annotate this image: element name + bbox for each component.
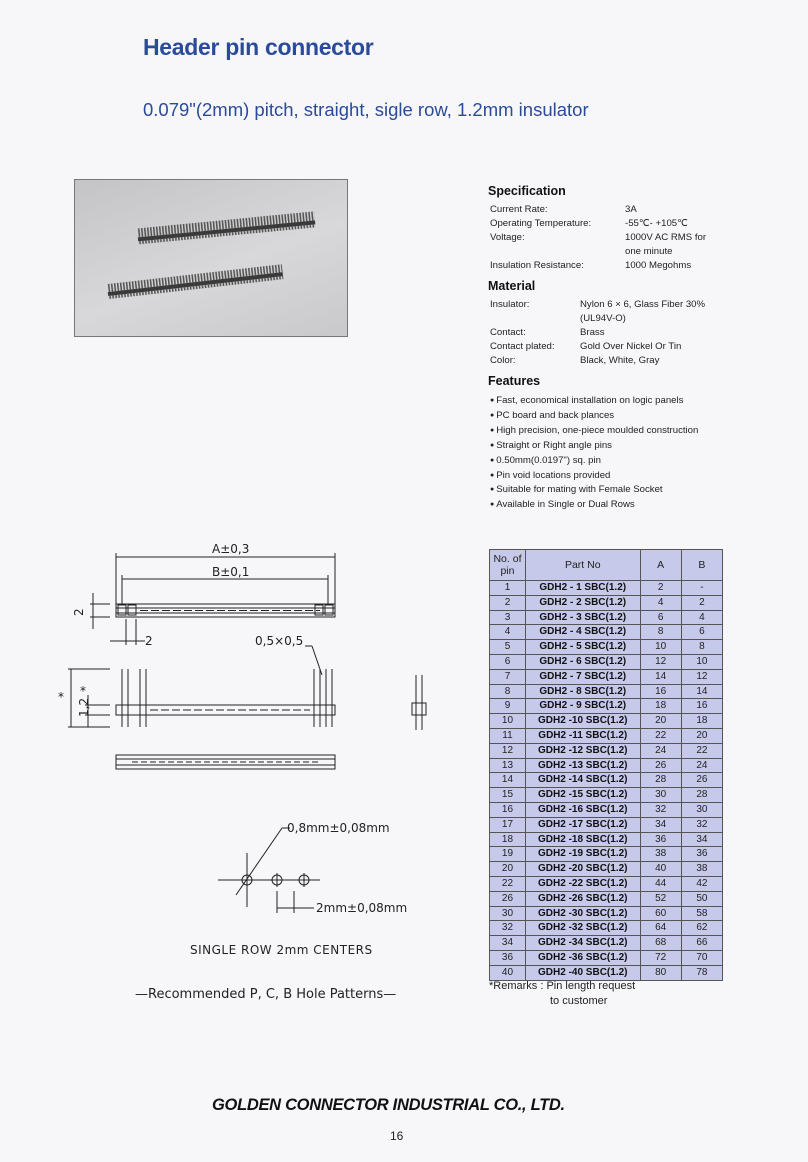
insulator-height-label: 1,2: [77, 697, 91, 717]
cell-part-no: GDH2 -12 SBC(1.2): [525, 743, 640, 758]
material-label: Contact plated:: [490, 341, 555, 352]
cell-b: 36: [681, 847, 722, 862]
cell-pins: 34: [490, 936, 526, 951]
cell-b: 6: [681, 625, 722, 640]
cell-a: 68: [640, 936, 681, 951]
connector-photo-illustration: [75, 180, 347, 336]
cell-a: 26: [640, 758, 681, 773]
table-row: [490, 640, 723, 655]
cell-part-no: GDH2 - 2 SBC(1.2): [525, 595, 640, 610]
cell-b: 32: [681, 817, 722, 832]
table-body: [490, 581, 723, 981]
hole-pattern-caption: —Recommended P, C, B Hole Patterns—: [135, 987, 397, 1002]
company-name: GOLDEN CONNECTOR INDUSTRIAL CO., LTD.: [212, 1096, 565, 1114]
cell-part-no: GDH2 -26 SBC(1.2): [525, 891, 640, 906]
feature-item: ● Pin void locations provided: [490, 469, 780, 484]
table-row: [490, 788, 723, 803]
cell-b: 50: [681, 891, 722, 906]
cell-part-no: GDH2 - 4 SBC(1.2): [525, 625, 640, 640]
table-row: [490, 832, 723, 847]
hole-pitch-label: 2mm±0,08mm: [316, 901, 408, 915]
cell-a: 60: [640, 906, 681, 921]
cell-b: 70: [681, 950, 722, 965]
cell-b: 62: [681, 921, 722, 936]
cell-b: 42: [681, 876, 722, 891]
cell-part-no: GDH2 -14 SBC(1.2): [525, 773, 640, 788]
cell-part-no: GDH2 -15 SBC(1.2): [525, 788, 640, 803]
material-value: Brass: [580, 327, 605, 338]
cell-a: 18: [640, 699, 681, 714]
cell-part-no: GDH2 -30 SBC(1.2): [525, 906, 640, 921]
cell-part-no: GDH2 -10 SBC(1.2): [525, 714, 640, 729]
dimension-b-label: B±0,1: [212, 565, 250, 579]
table-row: [490, 862, 723, 877]
material-value: Black, White, Gray: [580, 355, 660, 366]
cell-part-no: GDH2 - 3 SBC(1.2): [525, 610, 640, 625]
spec-value: 1000V AC RMS for: [625, 232, 707, 243]
cell-b: 24: [681, 758, 722, 773]
cell-b: 26: [681, 773, 722, 788]
pin-size-label: 0,5×0,5: [255, 634, 304, 648]
table-row: [490, 714, 723, 729]
cell-pins: 5: [490, 640, 526, 655]
cell-pins: 26: [490, 891, 526, 906]
table-row: [490, 817, 723, 832]
cell-b: 2: [681, 595, 722, 610]
header-pins: No. of pin: [490, 550, 526, 581]
material-label: Color:: [490, 355, 516, 366]
table-row: [490, 654, 723, 669]
material-label: Contact:: [490, 327, 526, 338]
cell-a: 44: [640, 876, 681, 891]
cell-part-no: GDH2 -20 SBC(1.2): [525, 862, 640, 877]
cell-pins: 19: [490, 847, 526, 862]
material-heading: Material: [488, 279, 536, 293]
cell-pins: 10: [490, 714, 526, 729]
table-row: [490, 758, 723, 773]
spec-value: one minute: [625, 246, 673, 257]
cell-pins: 17: [490, 817, 526, 832]
table-remarks: *Remarks : Pin length request to customer: [489, 980, 636, 1007]
table-row: [490, 743, 723, 758]
cell-part-no: GDH2 -22 SBC(1.2): [525, 876, 640, 891]
cell-a: 2: [640, 581, 681, 596]
part-number-table: [489, 549, 723, 981]
features-heading: Features: [488, 374, 541, 388]
cell-part-no: GDH2 -16 SBC(1.2): [525, 802, 640, 817]
hole-diameter-label: 0,8mm±0,08mm: [287, 821, 390, 835]
cell-pins: 16: [490, 802, 526, 817]
dimension-2-horizontal-label: 2: [145, 634, 153, 648]
cell-part-no: GDH2 -11 SBC(1.2): [525, 728, 640, 743]
table-row: [490, 965, 723, 980]
cell-part-no: GDH2 - 7 SBC(1.2): [525, 669, 640, 684]
table-row: [490, 906, 723, 921]
cell-pins: 7: [490, 669, 526, 684]
cell-b: 10: [681, 654, 722, 669]
cell-a: 4: [640, 595, 681, 610]
table-row: [490, 950, 723, 965]
cell-a: 24: [640, 743, 681, 758]
material-label: Insulator:: [490, 299, 530, 310]
cell-pins: 3: [490, 610, 526, 625]
cell-part-no: GDH2 - 6 SBC(1.2): [525, 654, 640, 669]
cell-a: 20: [640, 714, 681, 729]
table-row: [490, 921, 723, 936]
cell-a: 30: [640, 788, 681, 803]
dimension-a-label: A±0,3: [212, 542, 250, 556]
page-title: Header pin connector: [143, 34, 374, 60]
cell-a: 22: [640, 728, 681, 743]
cell-b: 14: [681, 684, 722, 699]
cell-a: 72: [640, 950, 681, 965]
pin-length-star-label: *: [58, 690, 64, 704]
cell-a: 52: [640, 891, 681, 906]
drawing-caption: SINGLE ROW 2mm CENTERS: [190, 943, 373, 957]
cell-pins: 6: [490, 654, 526, 669]
page-number: 16: [390, 1129, 404, 1143]
feature-item: ● Suitable for mating with Female Socket: [490, 483, 780, 498]
feature-item: ● Straight or Right angle pins: [490, 439, 780, 454]
material-value: Nylon 6 × 6, Glass Fiber 30%: [580, 299, 706, 310]
cell-b: 34: [681, 832, 722, 847]
cell-b: 66: [681, 936, 722, 951]
table-row: [490, 728, 723, 743]
cell-b: 38: [681, 862, 722, 877]
cell-a: 64: [640, 921, 681, 936]
cell-a: 38: [640, 847, 681, 862]
table-row: [490, 581, 723, 596]
feature-item: ● 0.50mm(0.0197") sq. pin: [490, 454, 780, 469]
cell-b: 16: [681, 699, 722, 714]
feature-item: ● Available in Single or Dual Rows: [490, 498, 780, 513]
cell-a: 32: [640, 802, 681, 817]
cell-b: 22: [681, 743, 722, 758]
cell-a: 14: [640, 669, 681, 684]
cell-b: 8: [681, 640, 722, 655]
cell-pins: 12: [490, 743, 526, 758]
technical-drawing: [50, 535, 450, 975]
features-list: [490, 394, 780, 513]
cell-part-no: GDH2 -17 SBC(1.2): [525, 817, 640, 832]
cell-b: 20: [681, 728, 722, 743]
cell-b: 58: [681, 906, 722, 921]
cell-part-no: GDH2 -34 SBC(1.2): [525, 936, 640, 951]
spec-label: Voltage:: [490, 232, 525, 243]
table-row: [490, 876, 723, 891]
material-value: (UL94V-O): [580, 313, 626, 324]
table-row: [490, 773, 723, 788]
table-row: [490, 669, 723, 684]
header-part-no: Part No: [525, 550, 640, 581]
cell-pins: 2: [490, 595, 526, 610]
header-a: A: [640, 550, 681, 581]
spec-value: -55℃- +105℃: [625, 218, 688, 229]
cell-b: 12: [681, 669, 722, 684]
cell-a: 12: [640, 654, 681, 669]
cell-part-no: GDH2 - 8 SBC(1.2): [525, 684, 640, 699]
cell-pins: 20: [490, 862, 526, 877]
cell-b: 78: [681, 965, 722, 980]
table-header-row: [490, 550, 723, 581]
cell-a: 28: [640, 773, 681, 788]
product-photo: [74, 179, 348, 337]
cell-pins: 32: [490, 921, 526, 936]
spec-label: Current Rate:: [490, 204, 548, 215]
cell-b: 18: [681, 714, 722, 729]
cell-part-no: GDH2 - 5 SBC(1.2): [525, 640, 640, 655]
spec-label: Operating Temperature:: [490, 218, 592, 229]
cell-pins: 1: [490, 581, 526, 596]
pin-tail-star-label: *: [80, 684, 86, 698]
cell-part-no: GDH2 -36 SBC(1.2): [525, 950, 640, 965]
cell-a: 8: [640, 625, 681, 640]
table-row: [490, 847, 723, 862]
cell-pins: 36: [490, 950, 526, 965]
table-row: [490, 595, 723, 610]
cell-pins: 40: [490, 965, 526, 980]
material-value: Gold Over Nickel Or Tin: [580, 341, 682, 352]
specification-heading: Specification: [488, 184, 566, 198]
feature-item: ● PC board and back plances: [490, 409, 780, 424]
cell-part-no: GDH2 -19 SBC(1.2): [525, 847, 640, 862]
cell-part-no: GDH2 -13 SBC(1.2): [525, 758, 640, 773]
cell-pins: 18: [490, 832, 526, 847]
table-row: [490, 699, 723, 714]
cell-part-no: GDH2 - 1 SBC(1.2): [525, 581, 640, 596]
cell-a: 80: [640, 965, 681, 980]
cell-pins: 22: [490, 876, 526, 891]
cell-a: 16: [640, 684, 681, 699]
cell-pins: 30: [490, 906, 526, 921]
table-row: [490, 891, 723, 906]
cell-pins: 14: [490, 773, 526, 788]
table-row: [490, 936, 723, 951]
cell-a: 34: [640, 817, 681, 832]
cell-pins: 11: [490, 728, 526, 743]
cell-b: -: [681, 581, 722, 596]
cell-part-no: GDH2 -32 SBC(1.2): [525, 921, 640, 936]
cell-part-no: GDH2 -40 SBC(1.2): [525, 965, 640, 980]
feature-item: ● High precision, one-piece moulded construction: [490, 424, 780, 439]
cell-a: 10: [640, 640, 681, 655]
feature-item: ● Fast, economical installation on logic panels: [490, 394, 780, 409]
cell-pins: 8: [490, 684, 526, 699]
header-b: B: [681, 550, 722, 581]
spec-label: Insulation Resistance:: [490, 260, 584, 271]
table-row: [490, 625, 723, 640]
spec-value: 3A: [625, 204, 637, 215]
cell-b: 28: [681, 788, 722, 803]
cell-a: 6: [640, 610, 681, 625]
cell-part-no: GDH2 - 9 SBC(1.2): [525, 699, 640, 714]
table-row: [490, 610, 723, 625]
cell-a: 36: [640, 832, 681, 847]
cell-pins: 4: [490, 625, 526, 640]
dimension-2-vertical-label: 2: [72, 608, 86, 616]
page-subtitle: 0.079"(2mm) pitch, straight, sigle row, 1.2mm insulator: [143, 99, 589, 120]
spec-value: 1000 Megohms: [625, 260, 692, 271]
cell-a: 40: [640, 862, 681, 877]
cell-b: 30: [681, 802, 722, 817]
table-row: [490, 684, 723, 699]
table-row: [490, 802, 723, 817]
cell-part-no: GDH2 -18 SBC(1.2): [525, 832, 640, 847]
cell-pins: 15: [490, 788, 526, 803]
cell-b: 4: [681, 610, 722, 625]
cell-pins: 13: [490, 758, 526, 773]
cell-pins: 9: [490, 699, 526, 714]
